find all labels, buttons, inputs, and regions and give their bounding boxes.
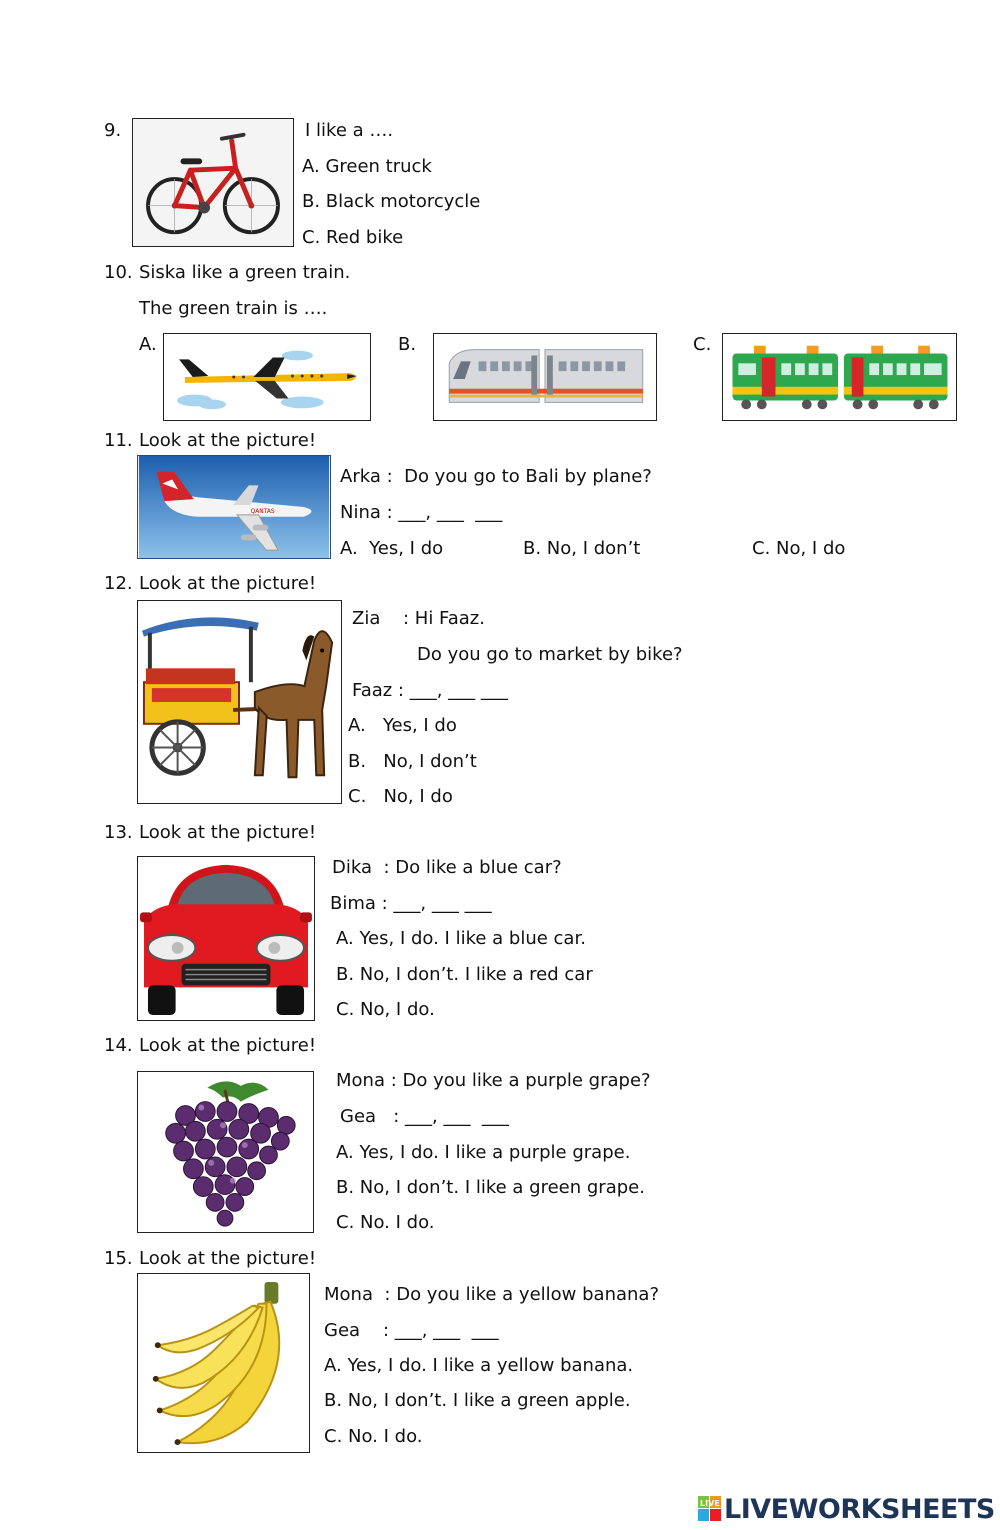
q15-line2: Gea : ___, ___ ___ bbox=[324, 1320, 499, 1341]
liveworksheets-logo-text: LIVEWORKSHEETS bbox=[724, 1493, 995, 1525]
q11-line2: Nina : ___, ___ ___ bbox=[340, 502, 503, 523]
q12-option-a[interactable]: A. Yes, I do bbox=[348, 715, 457, 736]
q13-car-image bbox=[137, 856, 315, 1021]
q9-option-a[interactable]: A. Green truck bbox=[302, 156, 432, 177]
q10-option-c-green-train[interactable] bbox=[722, 333, 957, 421]
train-icon bbox=[434, 334, 656, 420]
q10-line1: Siska like a green train. bbox=[139, 262, 351, 283]
q9-number: 9. bbox=[104, 120, 122, 141]
q14-option-b[interactable]: B. No, I don’t. I like a green grape. bbox=[336, 1177, 645, 1198]
q14-line2: Gea : ___, ___ ___ bbox=[340, 1106, 509, 1127]
q10-option-b-grey-train[interactable] bbox=[433, 333, 657, 421]
q15-number: 15. bbox=[104, 1248, 133, 1269]
car-icon bbox=[138, 857, 314, 1020]
q12-line3: Faaz : ___, ___ ___ bbox=[352, 680, 508, 701]
q12-line1: : Hi Faaz. bbox=[403, 608, 485, 629]
q13-option-c[interactable]: C. No, I do. bbox=[336, 999, 435, 1020]
q15-option-b[interactable]: B. No, I don’t. I like a green apple. bbox=[324, 1390, 631, 1411]
liveworksheets-logo[interactable] bbox=[698, 1494, 995, 1524]
q9-option-b[interactable]: B. Black motorcycle bbox=[302, 191, 481, 212]
green-car-1 bbox=[732, 346, 838, 410]
q12-number: 12. bbox=[104, 573, 133, 594]
q11-line1: Arka : Do you go to Bali by plane? bbox=[340, 466, 652, 487]
q11-stem: Look at the picture! bbox=[139, 430, 317, 451]
q11-option-c[interactable]: C. No, I do bbox=[752, 538, 846, 559]
q15-banana-image bbox=[137, 1273, 310, 1453]
airplane-icon bbox=[138, 456, 330, 558]
q12-line2: Do you go to market by bike? bbox=[417, 644, 683, 665]
q9-bike-image bbox=[132, 118, 294, 247]
q10-label-c: C. bbox=[693, 334, 712, 355]
q9-option-c[interactable]: C. Red bike bbox=[302, 227, 404, 248]
plane-brand: QANTAS bbox=[250, 508, 275, 515]
q12-speaker1: Zia bbox=[352, 608, 381, 629]
q13-line2: Bima : ___, ___ ___ bbox=[330, 893, 492, 914]
horse-cart-icon bbox=[138, 601, 341, 803]
airplane-icon bbox=[164, 334, 370, 420]
bike-icon bbox=[133, 119, 293, 246]
q10-label-b: B. bbox=[398, 334, 417, 355]
q14-stem: Look at the picture! bbox=[139, 1035, 317, 1056]
banana-icon bbox=[138, 1274, 309, 1452]
q13-stem: Look at the picture! bbox=[139, 822, 317, 843]
q15-option-c[interactable]: C. No. I do. bbox=[324, 1426, 423, 1447]
q15-option-a[interactable]: A. Yes, I do. I like a yellow banana. bbox=[324, 1355, 634, 1376]
q12-option-b[interactable]: B. No, I don’t bbox=[348, 751, 477, 772]
q9-stem: I like a …. bbox=[305, 120, 394, 141]
q11-plane-image bbox=[137, 455, 331, 559]
liveworksheets-logo-icon bbox=[698, 1496, 722, 1522]
q12-option-c[interactable]: C. No, I do bbox=[348, 786, 453, 807]
q11-option-a[interactable]: A. Yes, I do bbox=[340, 538, 444, 559]
q15-line1: Mona : Do you like a yellow banana? bbox=[324, 1284, 660, 1305]
q11-number: 11. bbox=[104, 430, 133, 451]
green-car-2 bbox=[844, 346, 948, 410]
q10-number: 10. bbox=[104, 262, 133, 283]
q13-option-b[interactable]: B. No, I don’t. I like a red car bbox=[336, 964, 593, 985]
q13-number: 13. bbox=[104, 822, 133, 843]
q12-stem: Look at the picture! bbox=[139, 573, 317, 594]
q15-stem: Look at the picture! bbox=[139, 1248, 317, 1269]
q11-option-b[interactable]: B. No, I don’t bbox=[523, 538, 641, 559]
q10-option-a-airplane[interactable] bbox=[163, 333, 371, 421]
q13-line1: Dika : Do like a blue car? bbox=[332, 857, 562, 878]
q14-line1: Mona : Do you like a purple grape? bbox=[336, 1070, 651, 1091]
q14-option-c[interactable]: C. No. I do. bbox=[336, 1212, 435, 1233]
q10-line2: The green train is …. bbox=[139, 298, 328, 319]
grape-icon bbox=[138, 1072, 313, 1232]
q14-grape-image bbox=[137, 1071, 314, 1233]
logo-mark-letters: LIVE bbox=[700, 1499, 720, 1508]
q13-option-a[interactable]: A. Yes, I do. I like a blue car. bbox=[336, 928, 586, 949]
train-icon bbox=[723, 334, 956, 420]
q14-number: 14. bbox=[104, 1035, 133, 1056]
q14-option-a[interactable]: A. Yes, I do. I like a purple grape. bbox=[336, 1142, 631, 1163]
q12-horse-cart-image bbox=[137, 600, 342, 804]
q10-label-a: A. bbox=[139, 334, 157, 355]
